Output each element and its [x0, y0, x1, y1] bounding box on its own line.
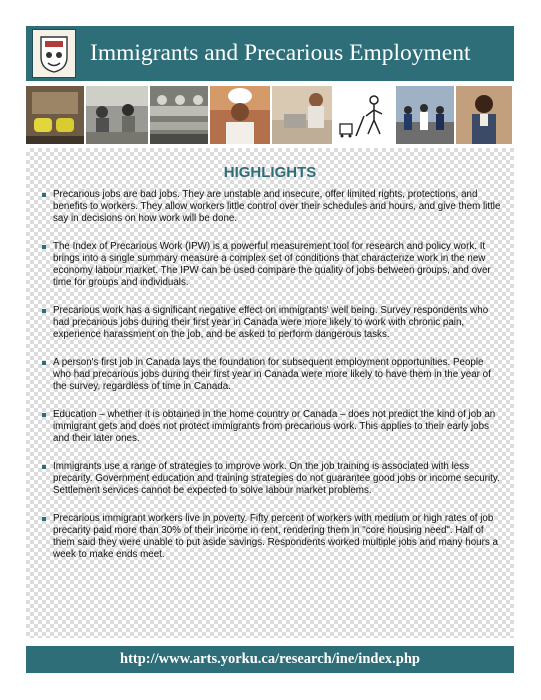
highlights-heading: HIGHLIGHTS: [223, 164, 317, 181]
page-title: Immigrants and Precarious Employment: [90, 40, 471, 66]
list-item: [42, 357, 504, 393]
header-banner: [26, 26, 514, 81]
chef-photo: [210, 86, 270, 144]
list-item: [42, 241, 504, 289]
cleaner-photo: [272, 86, 332, 144]
photo-strip: [26, 86, 514, 144]
assembly-line-photo: [150, 86, 208, 144]
footer-url-link[interactable]: http://www.arts.yorku.ca/research/ine/index.php: [120, 651, 420, 667]
list-item-text: A person's first job in Canada lays the foundation for subsequent employment opportunities. People who had precarious jobs during their first year in Canada were more likely to have them in the year of the survey, regardless of time in Canada.: [53, 357, 491, 392]
bullet-icon: [42, 193, 46, 197]
bullet-icon: [42, 245, 46, 249]
list-item: [42, 305, 504, 341]
highlights-list: [26, 189, 514, 561]
list-item: [42, 409, 504, 445]
list-item: [42, 189, 504, 225]
list-item-text: Precarious jobs are bad jobs. They are unstable and insecure, offer limited rights, protections, and benefits to workers. They allow workers little control over their schedules and hours, and give them little say in decisions on how work will be done.: [53, 189, 501, 224]
bullet-icon: [42, 517, 46, 521]
worker-gloves-photo: [26, 86, 84, 144]
list-item-text: Precarious work has a significant negative effect on immigrants' well being. Survey respondents who had precarious jobs during their first year in Canada were more likely to work with chronic pain, experience harassment on the job, and be asked to perform dangerous tasks.: [53, 305, 489, 340]
list-item: [42, 461, 504, 497]
footer-banner: [26, 646, 514, 673]
list-item-text: Education – whether it is obtained in the home country or Canada – does not predict the kind of job an immigrant gets and does not protect immigrants from precarious work. This applies to their early jobs and their later ones.: [53, 409, 496, 444]
university-crest-logo: [32, 29, 76, 78]
factory-workers-photo: [86, 86, 148, 144]
highlights-panel: [26, 148, 514, 638]
woman-worker-photo: [456, 86, 512, 144]
list-item: [42, 513, 504, 561]
bullet-icon: [42, 309, 46, 313]
bullet-icon: [42, 361, 46, 365]
cleaning-cartoon: [334, 86, 394, 144]
list-item-text: Immigrants use a range of strategies to improve work. On the job training is associated with less precarity. Government education and training strategies do not guarantee good jobs or income security. Settlement services cannot be expected to solve labour market problems.: [53, 461, 500, 496]
list-item-text: The Index of Precarious Work (IPW) is a powerful measurement tool for research and policy work. It brings into a single summary measure a complex set of conditions that characterize work in the new economy labour market. The IPW can be used compare the quality of jobs between groups, and over time for groups and individuals.: [53, 241, 491, 288]
bullet-icon: [42, 465, 46, 469]
street-crowd-photo: [396, 86, 454, 144]
list-item-text: Precarious immigrant workers live in poverty. Fifty percent of workers with medium or high rates of job precarity paid more than 30% of their income in rent, rendering them in "core housing need". Half of them said they were unable to put aside savings. Respondents worked multiple jobs and many hours a week to make ends meet.: [53, 513, 498, 560]
bullet-icon: [42, 413, 46, 417]
